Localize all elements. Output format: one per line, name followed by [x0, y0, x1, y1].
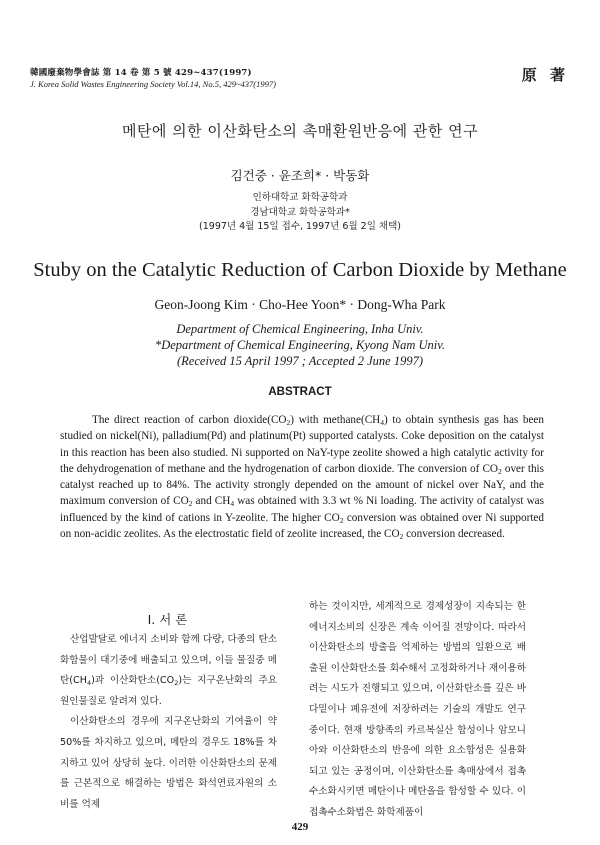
english-affiliations — [0, 321, 600, 369]
english-title: Stuby on the Catalytic Reduction of Carbon Dioxide by Methane — [33, 259, 567, 281]
page-number: 429 — [291, 821, 309, 833]
korean-received-dates: (1997년 4월 15일 접수, 1997년 6월 2일 채택) — [199, 221, 401, 232]
body-column-right — [309, 597, 526, 824]
body-column-left — [60, 630, 277, 815]
english-affiliation-line: Department of Chemical Engineering, Inha Univ. — [176, 322, 424, 336]
korean-affiliation-line: 경남대학교 화학공학과* — [250, 206, 350, 218]
english-authors: Geon-Joong Kim · Cho-Hee Yoon* · Dong-Wha Park — [154, 297, 446, 312]
korean-affiliations — [0, 191, 600, 235]
english-affiliation-line: *Department of Chemical Engineering, Kyong Nam Univ. — [154, 338, 445, 352]
article-type-label: 原 著 — [521, 66, 569, 84]
abstract-heading: ABSTRACT — [268, 386, 332, 398]
abstract-body: The direct reaction of carbon $dioxide(CO_2)$ with $methane(CH_4)$ to obtain synthesis gas has been studied on nickel(Ni), palladium(Pd) and platinum(Pt) supported catalysts. Coke deposition on the catalyst in this reaction has been also studied. Ni supported on NaY-type zeolite showed a high catalytic activity for the dehydrogenation of methane and the hydrogenation of carbon dioxide. The conversion of $CO_2$ over this catalyst reached up to 84%. The activity strongly depended on the amount of nickel over NaY, and the maximum conversion of $CO_2$ and $CH_4$ was obtained with 3.3 wt % Ni loading. The activity of catalyst was influenced by the kind of cations in Y-zeolite. The higher $CO_2$ conversion was obtained over Ni supported on non-acidic zeolites. As the electrostatic field of zeolite increased, the $CO_2$ conversion decreased. — [60, 414, 544, 542]
journal-header — [30, 66, 450, 89]
introduction-heading: Ⅰ. 서 론 — [147, 612, 188, 627]
body-paragraph: 산업발달로 에너지 소비와 함께 다량, 다종의 탄소화합물이 대기중에 배출되고 있으며, 이들 물질중 메탄$(CH_4)$과 이산화탄소$(CO_2)$는 지구온난화의 주요 원인물질로 알려져 있다. — [60, 634, 278, 707]
journal-citation-english: J. Korea Solid Wastes Engineering Society Vol.14, No.5, 429~437(1997) — [30, 79, 276, 89]
korean-title: 메탄에 의한 이산화탄소의 촉매환원반응에 관한 연구 — [121, 122, 479, 140]
journal-citation-korean: 韓國廢棄物學會誌 第 14 卷 第 5 號 429~437(1997) — [30, 68, 252, 78]
korean-affiliation-line: 인하대학교 화학공학과 — [252, 192, 348, 203]
english-received-dates: (Received 15 April 1997 ; Accepted 2 June 1997) — [177, 354, 423, 368]
body-paragraph: 이산화탄소의 경우에 지구온난화의 기여율이 약 50%를 차지하고 있으며, 메탄의 경우도 18%를 차지하고 있어 상당히 높다. 이러한 이산화탄소의 문제를 근본적으로 해결하는 방법은 화석연료자원의 소비를 억제 — [60, 716, 277, 810]
body-paragraph: 하는 것이지만, 세계적으로 경제성장이 지속되는 한 에너지소비의 신장은 계속 이어질 전망이다. 따라서 이산화탄소의 방출을 억제하는 방법의 일환으로 배출된 이산화탄소를 회수해서 고정화하거나 재이용하려는 시도가 진행되고 있으며, 이산화탄소를 깊은 바다밑이나 폐유전에 저장하려는 기술의 개발도 연구중이다. 현재 방향족의 카르복실산 합성이나 암모니아와 이산화탄소의 반응에 의한 요소합성은 실용화되고 있는 공정이며, 이산화탄소를 촉매상에서 접촉수소화시키면 메탄이나 메탄올을 합성할 수 있다. 이 접촉수소화법은 화학제품이 — [309, 601, 526, 818]
korean-authors: 김건중 · 윤조희* · 박동화 — [230, 168, 370, 183]
